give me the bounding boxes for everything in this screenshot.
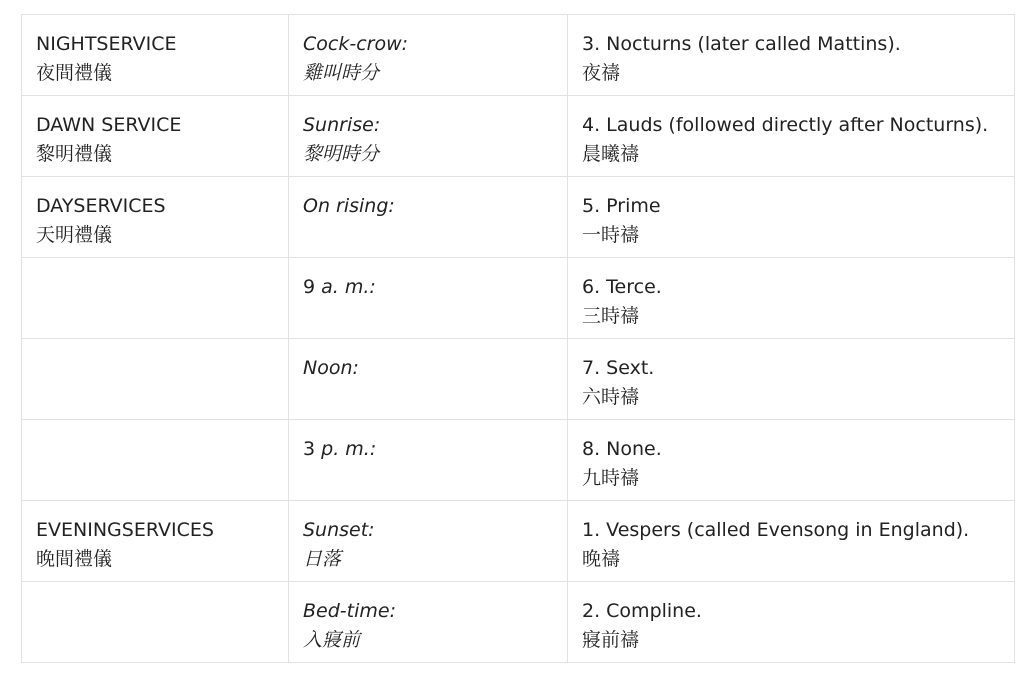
office-cell — [568, 15, 1015, 96]
time-cell — [289, 96, 568, 177]
office-cell — [568, 420, 1015, 501]
time-text: Bed-time: — [303, 600, 396, 622]
time-label-en — [303, 192, 553, 221]
time-label-en — [303, 435, 553, 464]
office-name-en: 5. Prime — [582, 195, 661, 217]
office-name-zh: 寢前禱 — [582, 629, 640, 651]
office-cell — [568, 96, 1015, 177]
office-cell — [568, 258, 1015, 339]
time-number: 9 — [303, 276, 322, 298]
office-name-zh: 六時禱 — [582, 386, 640, 408]
service-name-en: NIGHTSERVICE — [36, 33, 177, 55]
time-text: Sunrise: — [303, 114, 381, 136]
time-cell — [289, 177, 568, 258]
time-text: a. m.: — [321, 276, 376, 298]
time-cell — [289, 420, 568, 501]
table-row — [22, 420, 1015, 501]
time-label-en — [303, 273, 553, 302]
office-name-zh: 三時禱 — [582, 305, 640, 327]
office-cell — [568, 339, 1015, 420]
time-label-en — [303, 111, 553, 140]
office-name-en: 7. Sext. — [582, 357, 655, 379]
service-cell — [22, 582, 289, 663]
office-name-zh: 夜禱 — [582, 62, 621, 84]
table-row — [22, 177, 1015, 258]
time-cell — [289, 339, 568, 420]
canonical-hours-table-container — [21, 14, 1015, 663]
service-cell — [22, 15, 289, 96]
time-label-zh: 日落 — [303, 548, 342, 570]
service-cell — [22, 339, 289, 420]
time-label-en — [303, 354, 553, 383]
time-text: p. m.: — [321, 438, 377, 460]
table-row — [22, 15, 1015, 96]
time-text: On rising: — [303, 195, 395, 217]
office-name-zh: 九時禱 — [582, 467, 640, 489]
office-name-en: 2. Compline. — [582, 600, 702, 622]
service-name-zh: 夜間禮儀 — [36, 62, 113, 84]
table-row — [22, 501, 1015, 582]
time-text: Cock-crow: — [303, 33, 409, 55]
service-cell — [22, 420, 289, 501]
table-row — [22, 582, 1015, 663]
office-name-zh: 一時禱 — [582, 224, 640, 246]
canonical-hours-table — [21, 14, 1015, 663]
time-number: 3 — [303, 438, 322, 460]
time-cell — [289, 15, 568, 96]
service-name-en: DAYSERVICES — [36, 195, 166, 217]
office-name-en: 3. Nocturns (later called Mattins). — [582, 33, 901, 55]
time-cell — [289, 582, 568, 663]
office-name-en: 4. Lauds (followed directly after Nocturns). — [582, 114, 989, 136]
office-cell — [568, 501, 1015, 582]
office-name-zh: 晚禱 — [582, 548, 621, 570]
time-text: Sunset: — [303, 519, 375, 541]
office-name-zh: 晨曦禱 — [582, 143, 640, 165]
table-row — [22, 96, 1015, 177]
service-cell — [22, 96, 289, 177]
time-cell — [289, 258, 568, 339]
time-label-en — [303, 30, 553, 59]
time-label-en — [303, 516, 553, 545]
office-name-en: 6. Terce. — [582, 276, 662, 298]
time-text: Noon: — [303, 357, 359, 379]
service-name-zh: 黎明禮儀 — [36, 143, 113, 165]
service-cell — [22, 501, 289, 582]
service-name-en: EVENINGSERVICES — [36, 519, 214, 541]
office-name-en: 8. None. — [582, 438, 662, 460]
office-name-en: 1. Vespers (called Evensong in England). — [582, 519, 970, 541]
service-name-zh: 晚間禮儀 — [36, 548, 113, 570]
time-label-zh: 入寢前 — [303, 629, 361, 651]
time-cell — [289, 501, 568, 582]
office-cell — [568, 177, 1015, 258]
table-body — [22, 15, 1015, 663]
time-label-en — [303, 597, 553, 626]
service-cell — [22, 177, 289, 258]
service-cell — [22, 258, 289, 339]
office-cell — [568, 582, 1015, 663]
service-name-zh: 天明禮儀 — [36, 224, 113, 246]
time-label-zh: 雞叫時分 — [303, 62, 380, 84]
table-row — [22, 258, 1015, 339]
table-row — [22, 339, 1015, 420]
service-name-en: DAWN SERVICE — [36, 114, 182, 136]
time-label-zh: 黎明時分 — [303, 143, 380, 165]
